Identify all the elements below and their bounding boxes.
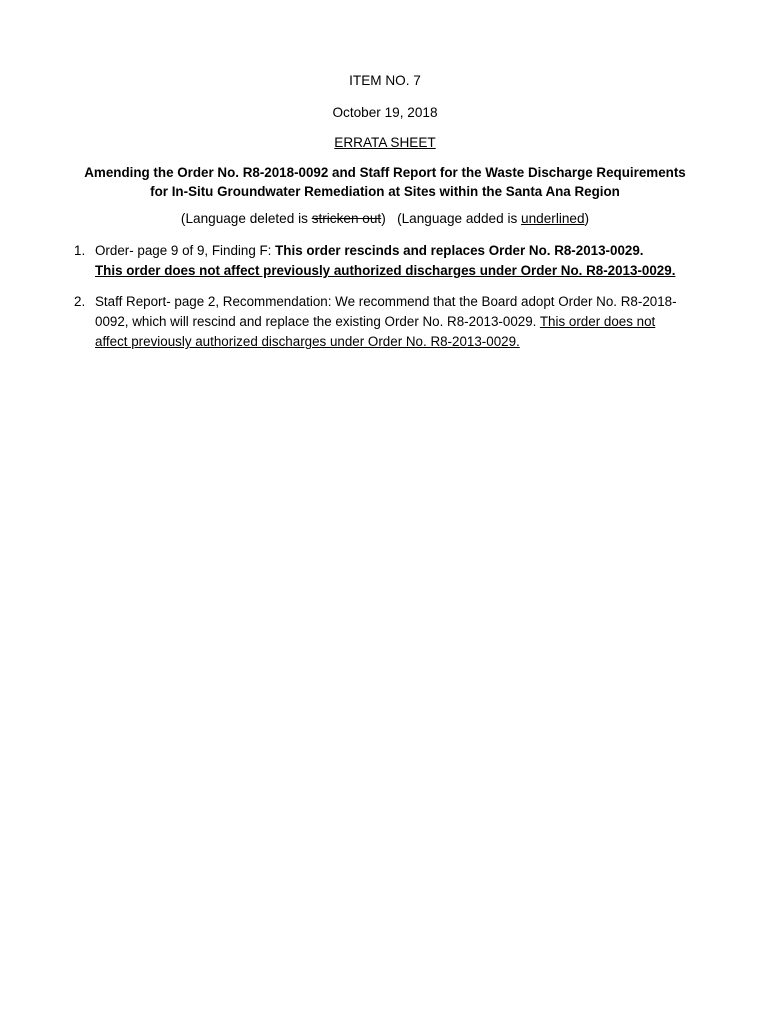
legend-added-prefix: (Language added is	[397, 211, 522, 226]
item-2-line-2	[95, 312, 714, 332]
item-2-line-2-plain: 0092, which will rescind and replace the existing Order No. R8-2013-0029.	[95, 314, 540, 329]
legend-added-suffix: )	[584, 211, 590, 226]
item-1-bold-text: This order rescinds and replaces Order No. R8-2013-0029.	[275, 243, 644, 258]
legend-deleted-prefix: (Language deleted is	[180, 211, 312, 226]
list-number-1: 1.	[74, 243, 86, 258]
list-body-2	[95, 292, 714, 352]
list-body-1	[95, 241, 714, 281]
document-date: October 19, 2018	[332, 105, 438, 120]
list-item-2	[74, 292, 714, 352]
heading-line-1: Amending the Order No. R8-2018-0092 and Staff Report for the Waste Discharge Requirements	[84, 165, 686, 180]
sheet-title: ERRATA SHEET	[334, 135, 436, 150]
item-2-line-2-underlined: This order does not	[539, 314, 656, 329]
list-item-1	[74, 241, 714, 281]
item-1-underlined-text: This order does not affect previously authorized discharges under Order No. R8-2013-0029.	[95, 263, 676, 278]
legend-deleted-example: stricken out	[311, 211, 382, 226]
item-1-prefix: Order- page 9 of 9, Finding F:	[95, 243, 276, 258]
legend	[0, 209, 770, 229]
document-heading	[60, 163, 710, 201]
list-number-2: 2.	[74, 294, 86, 309]
item-number: ITEM NO. 7	[349, 73, 421, 88]
heading-line-2: for In-Situ Groundwater Remediation at Sites within the Santa Ana Region	[150, 184, 620, 199]
item-2-line-3-underlined: affect previously authorized discharges under Order No. R8-2013-0029.	[95, 334, 520, 349]
item-2-line-1: Staff Report- page 2, Recommendation: We recommend that the Board adopt Order No. R8-2018-	[95, 294, 677, 309]
legend-deleted-suffix: )	[381, 211, 386, 226]
legend-added-example: underlined	[521, 211, 585, 226]
item-1-line-1	[95, 241, 714, 261]
